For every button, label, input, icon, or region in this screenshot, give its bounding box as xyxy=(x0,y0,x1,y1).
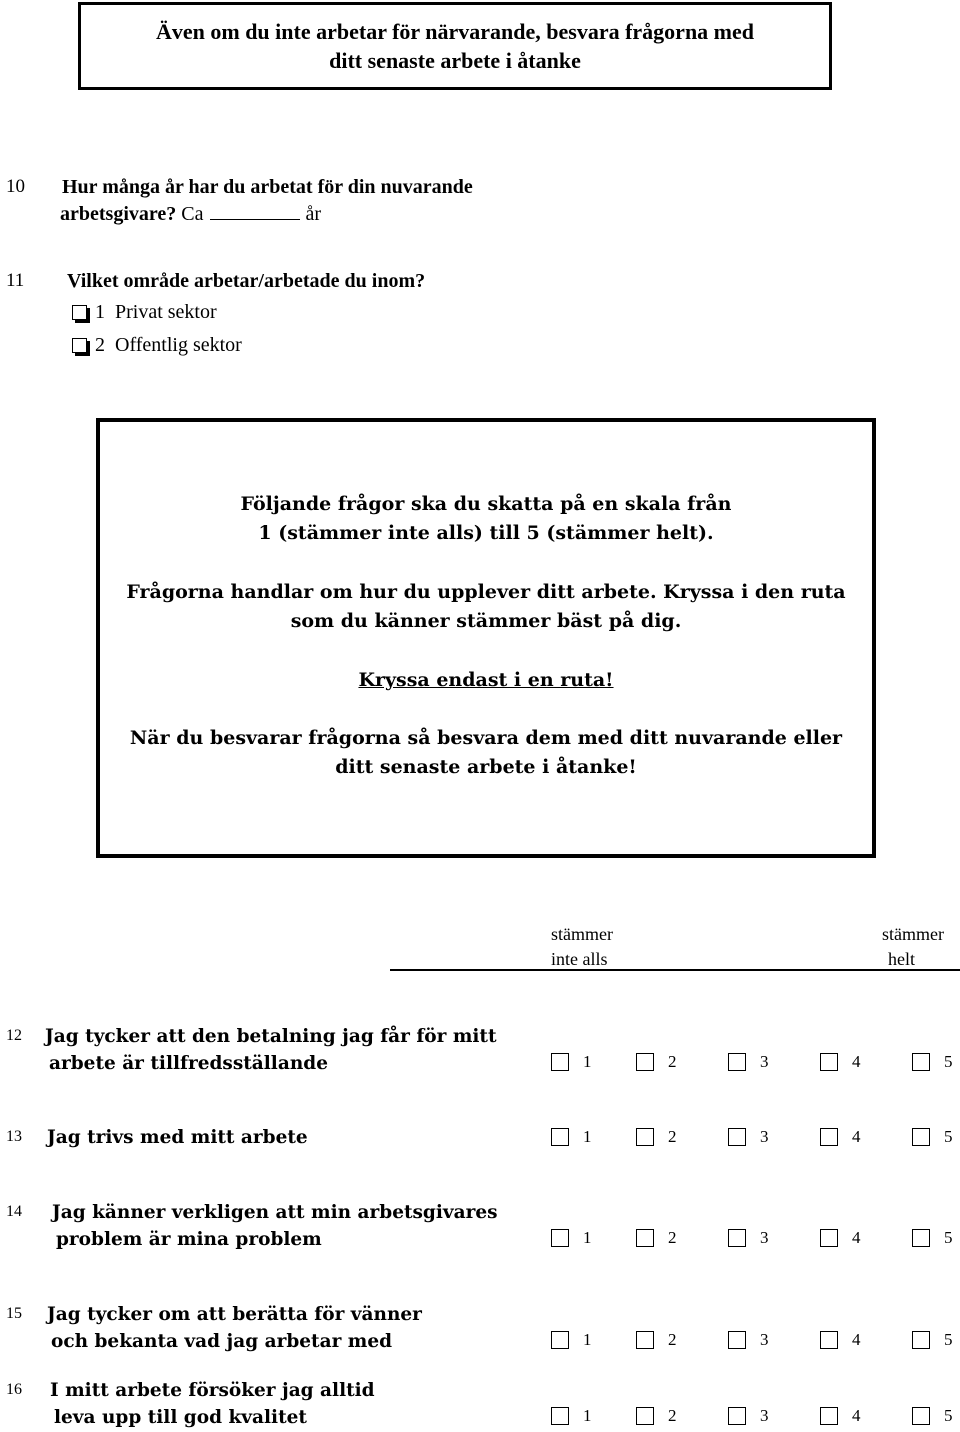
checkbox[interactable] xyxy=(728,1331,746,1349)
scale-option-3[interactable] xyxy=(728,1227,769,1249)
checkbox[interactable] xyxy=(551,1407,569,1425)
item-number: 15 xyxy=(6,1305,22,1322)
item-text xyxy=(47,1124,308,1151)
scale-option-label: 5 xyxy=(944,1330,953,1349)
item-text xyxy=(50,1377,375,1431)
item-text xyxy=(52,1199,498,1253)
checkbox[interactable] xyxy=(820,1407,838,1425)
notice-box xyxy=(78,2,832,90)
scale-option-1[interactable] xyxy=(551,1227,592,1249)
scale-option-2[interactable] xyxy=(636,1227,677,1249)
scale-option-label: 1 xyxy=(583,1228,592,1247)
checkbox[interactable] xyxy=(636,1053,654,1071)
scale-option-label: 4 xyxy=(852,1127,861,1146)
scale-option-label: 4 xyxy=(852,1330,861,1349)
checkbox[interactable] xyxy=(551,1128,569,1146)
item-number: 14 xyxy=(6,1203,22,1220)
instructions-paragraph-1: Följande frågor ska du skatta på en skala från 1 (stämmer inte alls) till 5 (stämmer helt). xyxy=(240,493,732,544)
item-text-line-2: problem är mina problem xyxy=(56,1229,322,1250)
scale-option-4[interactable] xyxy=(820,1227,861,1249)
checkbox[interactable] xyxy=(912,1407,930,1425)
checkbox[interactable] xyxy=(551,1053,569,1071)
years-input-line[interactable] xyxy=(210,201,300,220)
scale-option-label: 1 xyxy=(583,1406,592,1425)
scale-option-5[interactable] xyxy=(912,1227,953,1249)
scale-option-2[interactable] xyxy=(636,1405,677,1427)
scale-option-1[interactable] xyxy=(551,1051,592,1073)
item-number: 12 xyxy=(6,1027,22,1044)
scale-option-label: 2 xyxy=(668,1127,677,1146)
scale-option-label: 2 xyxy=(668,1406,677,1425)
scale-option-4[interactable] xyxy=(820,1051,861,1073)
scale-option-label: 4 xyxy=(852,1406,861,1425)
scale-option-2[interactable] xyxy=(636,1329,677,1351)
scale-option-label: 4 xyxy=(852,1228,861,1247)
checkbox[interactable] xyxy=(820,1229,838,1247)
checkbox[interactable] xyxy=(551,1331,569,1349)
question-10-line-1: Hur många år har du arbetat för din nuvarande xyxy=(62,176,473,198)
scale-option-label: 1 xyxy=(583,1127,592,1146)
checkbox[interactable] xyxy=(728,1229,746,1247)
checkbox[interactable] xyxy=(636,1229,654,1247)
question-10-unit: år xyxy=(305,203,322,225)
scale-option-5[interactable] xyxy=(912,1126,953,1148)
checkbox[interactable] xyxy=(912,1229,930,1247)
question-10-ca: Ca xyxy=(181,203,204,225)
scale-option-5[interactable] xyxy=(912,1405,953,1427)
scale-option-label: 2 xyxy=(668,1330,677,1349)
scale-option-3[interactable] xyxy=(728,1126,769,1148)
checkbox[interactable] xyxy=(551,1229,569,1247)
notice-line-1: Även om du inte arbetar för närvarande, besvara frågorna med xyxy=(155,19,755,44)
checkbox[interactable] xyxy=(728,1407,746,1425)
scale-high-label: stämmer helt xyxy=(882,924,944,969)
item-text-line-1: Jag trivs med mitt arbete xyxy=(47,1127,308,1148)
item-text-line-2: arbete är tillfredsställande xyxy=(49,1053,328,1074)
scale-option-label: 5 xyxy=(944,1052,953,1071)
scale-option-label: 1 xyxy=(583,1330,592,1349)
question-11-text: Vilket område arbetar/arbetade du inom? xyxy=(67,270,426,292)
instructions-paragraph-3: Kryssa endast i en ruta! xyxy=(358,669,614,691)
scale-option-2[interactable] xyxy=(636,1051,677,1073)
checkbox[interactable] xyxy=(912,1331,930,1349)
checkbox[interactable] xyxy=(912,1053,930,1071)
scale-divider xyxy=(390,969,960,971)
checkbox[interactable] xyxy=(72,305,87,320)
checkbox[interactable] xyxy=(728,1053,746,1071)
item-text-line-2: och bekanta vad jag arbetar med xyxy=(51,1331,393,1352)
checkbox[interactable] xyxy=(72,338,87,353)
scale-option-1[interactable] xyxy=(551,1126,592,1148)
item-text xyxy=(47,1301,422,1355)
checkbox[interactable] xyxy=(636,1331,654,1349)
scale-option-label: 5 xyxy=(944,1127,953,1146)
scale-option-label: 2 xyxy=(668,1052,677,1071)
scale-option-5[interactable] xyxy=(912,1051,953,1073)
scale-option-label: 2 xyxy=(668,1228,677,1247)
scale-option-label: 5 xyxy=(944,1228,953,1247)
scale-option-4[interactable] xyxy=(820,1126,861,1148)
item-number: 13 xyxy=(6,1128,22,1145)
scale-option-label: 1 xyxy=(583,1052,592,1071)
item-number: 16 xyxy=(6,1381,22,1398)
question-10-line-2: arbetsgivare? xyxy=(60,203,177,225)
item-text-line-1: Jag tycker att den betalning jag får för mitt xyxy=(45,1026,497,1047)
question-10-text xyxy=(62,174,473,228)
item-text-line-1: I mitt arbete försöker jag alltid xyxy=(50,1380,375,1401)
scale-option-label: 3 xyxy=(760,1127,769,1146)
scale-option-1[interactable] xyxy=(551,1329,592,1351)
checkbox[interactable] xyxy=(912,1128,930,1146)
scale-low-label: stämmer inte alls xyxy=(551,924,613,969)
item-text-line-2: leva upp till god kvalitet xyxy=(54,1407,307,1428)
scale-option-5[interactable] xyxy=(912,1329,953,1351)
notice-line-2: ditt senaste arbete i åtanke xyxy=(329,48,581,73)
scale-option-3[interactable] xyxy=(728,1051,769,1073)
item-text-line-1: Jag tycker om att berätta för vänner xyxy=(47,1304,422,1325)
scale-option-label: 3 xyxy=(760,1228,769,1247)
checkbox[interactable] xyxy=(636,1128,654,1146)
scale-option-label: 4 xyxy=(852,1052,861,1071)
scale-option-label: 3 xyxy=(760,1406,769,1425)
scale-option-label: 3 xyxy=(760,1052,769,1071)
scale-option-label: 5 xyxy=(944,1406,953,1425)
scale-option-3[interactable] xyxy=(728,1329,769,1351)
option-public-sector[interactable]: 2 Offentlig sektor xyxy=(72,331,242,359)
scale-option-1[interactable] xyxy=(551,1405,592,1427)
item-text xyxy=(45,1023,497,1077)
checkbox[interactable] xyxy=(820,1053,838,1071)
checkbox[interactable] xyxy=(636,1407,654,1425)
scale-option-4[interactable] xyxy=(820,1329,861,1351)
instructions-paragraph-2: Frågorna handlar om hur du upplever ditt arbete. Kryssa i den ruta som du känner stämmer bäst på dig. xyxy=(126,581,846,632)
scale-option-3[interactable] xyxy=(728,1405,769,1427)
checkbox[interactable] xyxy=(820,1128,838,1146)
scale-option-4[interactable] xyxy=(820,1405,861,1427)
option-private-sector[interactable]: 1 Privat sektor xyxy=(72,298,217,326)
question-11-number: 11 xyxy=(6,270,25,291)
checkbox[interactable] xyxy=(728,1128,746,1146)
scale-option-label: 3 xyxy=(760,1330,769,1349)
scale-option-2[interactable] xyxy=(636,1126,677,1148)
instructions-paragraph-4: När du besvarar frågorna så besvara dem med ditt nuvarande eller ditt senaste arbete i åtanke! xyxy=(129,727,843,778)
instructions-box xyxy=(96,418,876,858)
checkbox[interactable] xyxy=(820,1331,838,1349)
question-10-number: 10 xyxy=(6,176,25,197)
item-text-line-1: Jag känner verkligen att min arbetsgivares xyxy=(52,1202,498,1223)
